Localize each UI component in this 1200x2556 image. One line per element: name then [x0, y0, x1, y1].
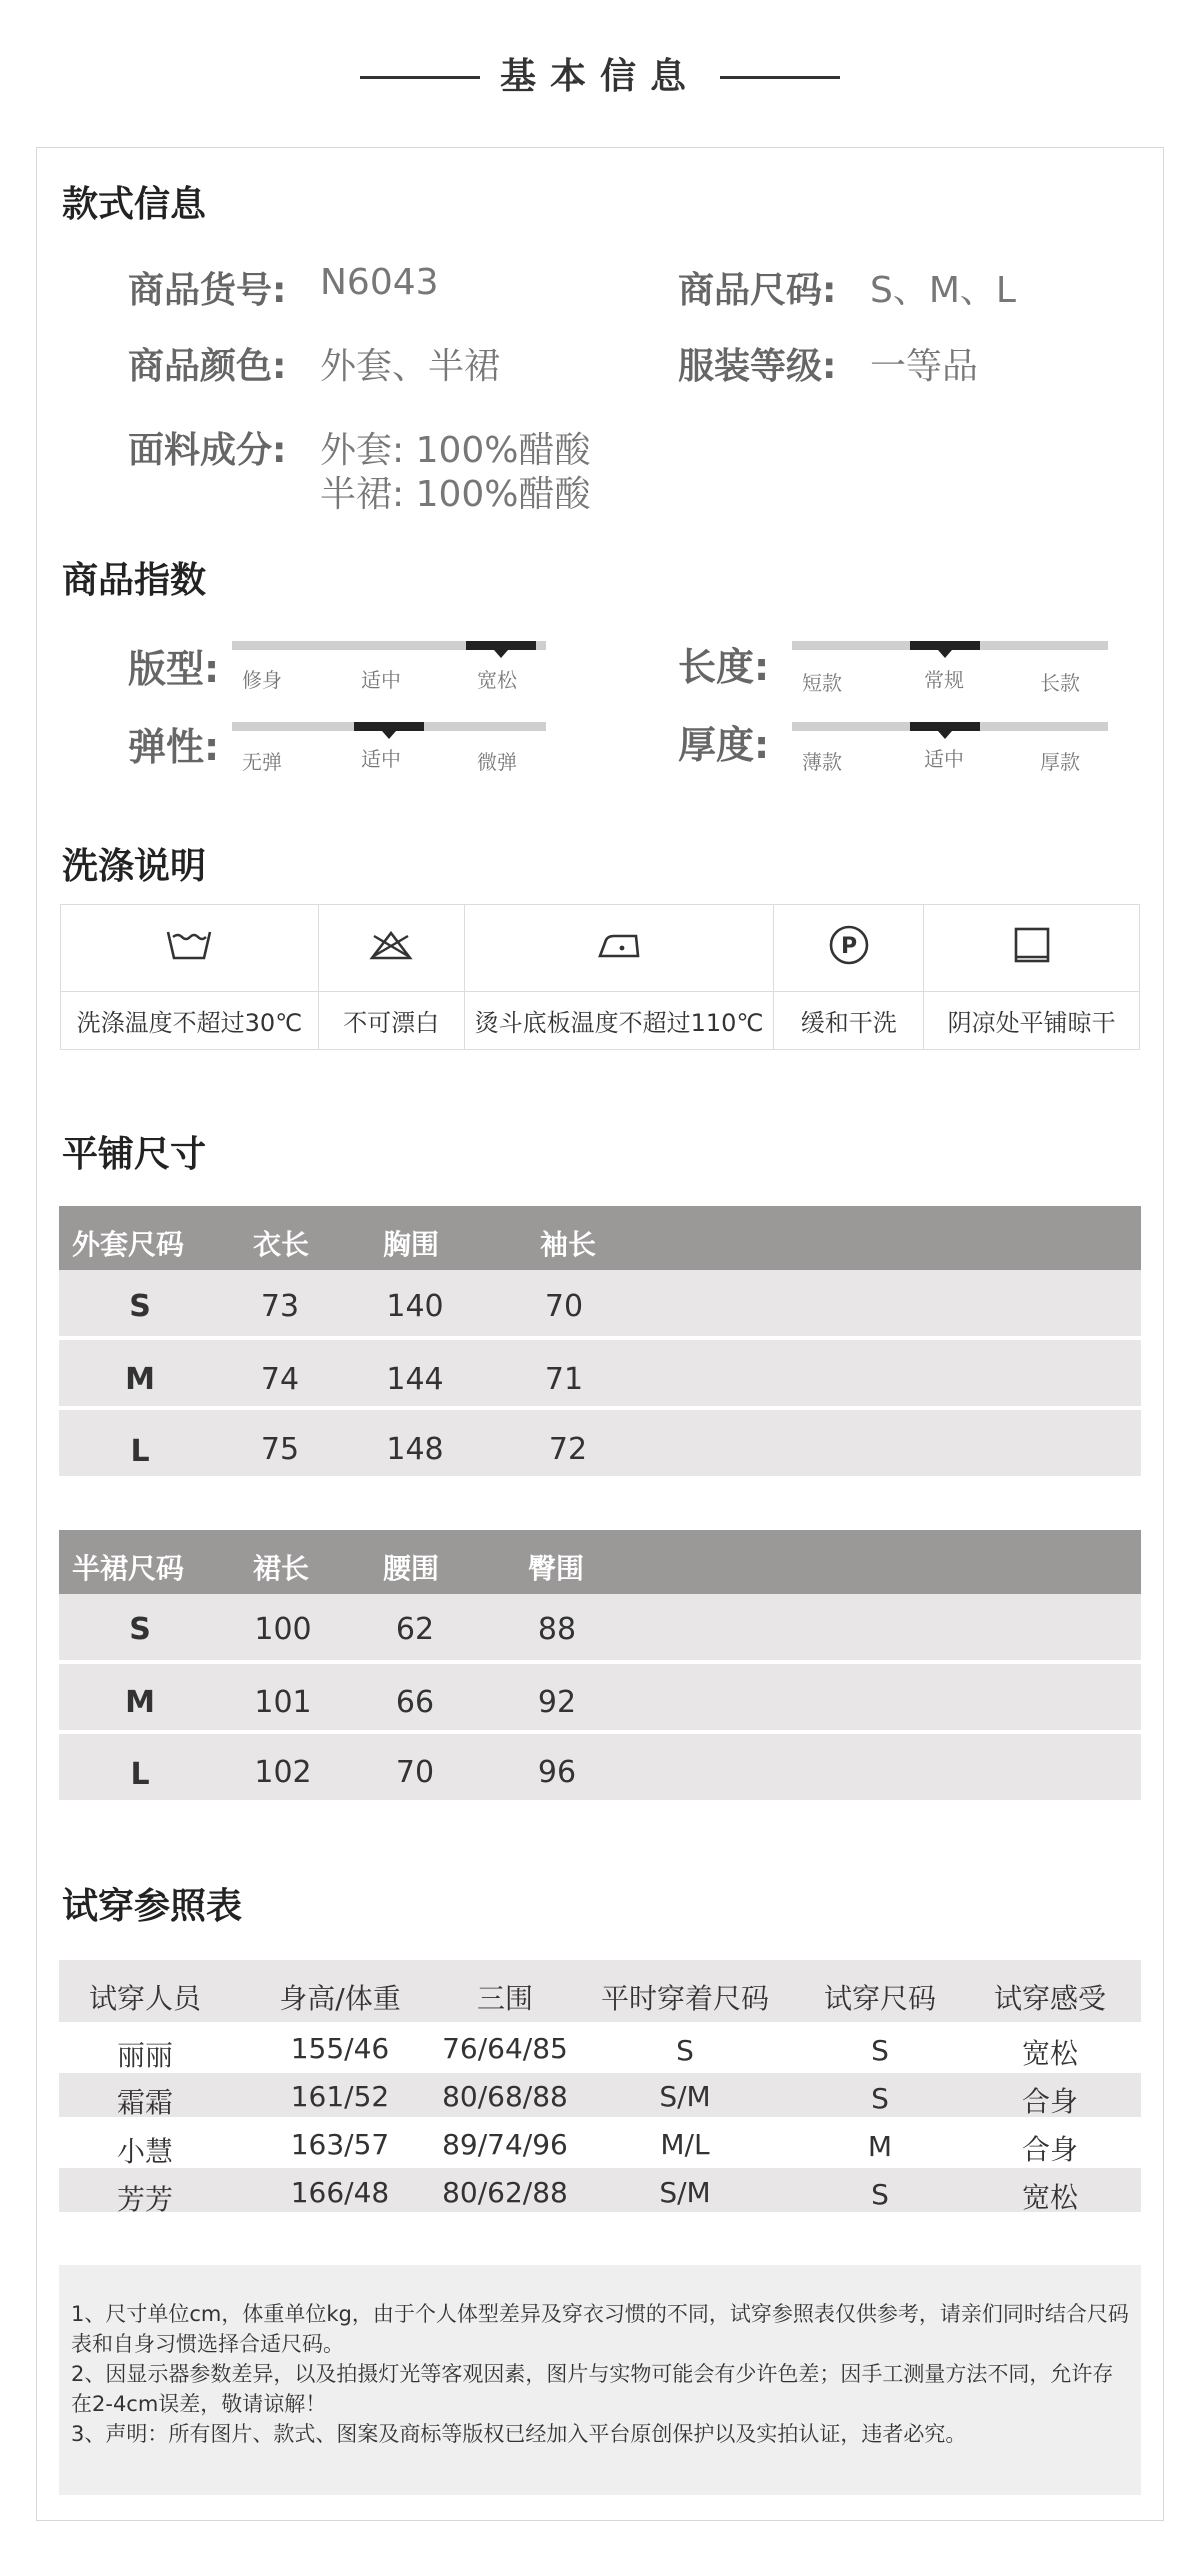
skirt-header-row	[59, 1530, 1141, 1594]
coat-m-chest: 144	[386, 1362, 444, 1397]
no-bleach-icon-cell	[318, 905, 464, 992]
try-row4-person: 芳芳	[116, 2183, 173, 2216]
dry-clean-icon-cell	[774, 905, 924, 992]
coat-m-length: 74	[260, 1362, 300, 1397]
skirt-header-length: 裙长	[253, 1552, 310, 1585]
wash-icon-cell	[61, 905, 319, 992]
try-row4-feeling: 宽松	[1021, 2181, 1078, 2214]
wash-text-iron: 烫斗底板温度不超过110℃	[464, 992, 774, 1050]
coat-size-l: L	[130, 1434, 150, 1469]
coat-m-sleeve: 71	[544, 1362, 584, 1397]
item-no-value: N6043	[320, 262, 439, 303]
color-value: 外套、半裙	[320, 346, 501, 387]
coat-l-chest: 148	[386, 1432, 444, 1467]
fabric-value-coat: 外套: 100%醋酸	[320, 430, 591, 471]
skirt-l-length: 102	[254, 1755, 312, 1790]
item-no-label: 商品货号:	[128, 270, 287, 311]
grade-value: 一等品	[870, 346, 979, 387]
iron-icon-cell	[464, 905, 774, 992]
elasticity-scale	[232, 722, 546, 731]
try-row2-try-size: S	[871, 2082, 889, 2115]
coat-s-length: 73	[260, 1289, 300, 1324]
size-value: S、M、L	[870, 270, 1016, 311]
wash-text-temp: 洗涤温度不超过30℃	[61, 992, 319, 1050]
try-row4-measurements: 80/62/88	[442, 2176, 568, 2209]
table-row	[59, 1270, 1141, 1336]
table-row	[59, 1340, 1141, 1406]
table-row	[59, 1410, 1141, 1476]
try-row4-try-size: S	[871, 2178, 889, 2211]
skirt-header-waist: 腰围	[383, 1552, 440, 1585]
thickness-marker	[910, 722, 980, 731]
page-title: 基本信息	[499, 56, 700, 97]
try-row4-height-weight: 166/48	[290, 2176, 390, 2209]
skirt-m-hip: 92	[537, 1685, 577, 1720]
try-row3-feeling: 合身	[1021, 2133, 1078, 2166]
wash-text-dry-clean: 缓和干洗	[774, 992, 924, 1050]
coat-l-sleeve: 72	[548, 1432, 588, 1467]
skirt-l-hip: 96	[537, 1755, 577, 1790]
length-tick-2: 常规	[924, 668, 964, 692]
wash-text-dry-flat: 阴凉处平铺晾干	[924, 992, 1140, 1050]
table-row	[59, 1734, 1141, 1800]
skirt-header-hip: 臀围	[528, 1552, 585, 1585]
try-row4-usual-size: S/M	[659, 2176, 711, 2209]
length-scale	[792, 641, 1108, 650]
try-row1-usual-size: S	[676, 2034, 694, 2067]
size-label: 商品尺码:	[678, 270, 837, 311]
thickness-scale	[792, 722, 1108, 731]
coat-header-length: 衣长	[253, 1228, 310, 1261]
try-header-usual-size: 平时穿着尺码	[600, 1982, 769, 2015]
coat-size-m: M	[125, 1362, 155, 1397]
thickness-tick-2: 适中	[924, 747, 964, 771]
skirt-size-l: L	[130, 1757, 150, 1792]
try-header-feeling: 试穿感受	[993, 1982, 1106, 2015]
fit-tick-2: 适中	[361, 668, 401, 692]
try-row2-usual-size: S/M	[659, 2080, 711, 2113]
skirt-s-hip: 88	[537, 1612, 577, 1647]
try-row2-height-weight: 161/52	[290, 2080, 390, 2113]
try-header-person: 试穿人员	[88, 1982, 201, 2015]
no-bleach-icon	[368, 928, 414, 962]
try-row2-feeling: 合身	[1021, 2085, 1078, 2118]
section-title-style-info: 款式信息	[62, 184, 207, 225]
length-marker	[910, 641, 980, 650]
fabric-value-skirt: 半裙: 100%醋酸	[320, 474, 591, 515]
wash-tub-icon	[166, 928, 212, 962]
fit-label: 版型:	[128, 647, 220, 691]
elasticity-tick-3: 微弹	[477, 750, 517, 774]
dry-flat-shade-icon	[1012, 925, 1052, 965]
skirt-size-s: S	[129, 1612, 151, 1647]
thickness-label: 厚度:	[678, 723, 770, 767]
table-row	[59, 1594, 1141, 1660]
fabric-label: 面料成分:	[128, 430, 287, 471]
thickness-tick-1: 薄款	[802, 750, 842, 774]
fit-tick-3: 宽松	[477, 668, 517, 692]
svg-text:P: P	[840, 934, 857, 959]
skirt-m-waist: 66	[395, 1685, 435, 1720]
dry-clean-p-icon	[828, 924, 870, 966]
skirt-size-m: M	[125, 1685, 155, 1720]
coat-header-chest: 胸围	[383, 1228, 440, 1261]
color-label: 商品颜色:	[128, 346, 287, 387]
try-row2-person: 霜霜	[116, 2086, 173, 2119]
try-row1-measurements: 76/64/85	[442, 2032, 568, 2065]
try-row1-person: 丽丽	[116, 2039, 173, 2072]
note-line-1: 1、尺寸单位cm，体重单位kg，由于个人体型差异及穿衣习惯的不同，试穿参照表仅供参考，请亲们同时结合尺码表和自身习惯选择合适尺码。	[71, 2302, 1129, 2356]
try-row3-measurements: 89/74/96	[442, 2128, 568, 2161]
fit-tick-1: 修身	[242, 668, 282, 692]
try-row2-measurements: 80/68/88	[442, 2080, 568, 2113]
coat-s-chest: 140	[386, 1289, 444, 1324]
elasticity-tick-2: 适中	[361, 747, 401, 771]
elasticity-tick-1: 无弹	[242, 750, 282, 774]
length-label: 长度:	[678, 645, 770, 689]
skirt-l-waist: 70	[395, 1755, 435, 1790]
section-title-flat-size: 平铺尺寸	[62, 1134, 207, 1175]
wash-table	[60, 904, 1140, 1050]
header-line-right	[720, 76, 840, 79]
coat-s-sleeve: 70	[544, 1289, 584, 1324]
notes-box	[59, 2265, 1141, 2495]
note-line-3: 3、声明：所有图片、款式、图案及商标等版权已经加入平台原创保护以及实拍认证，违者必究。	[71, 2422, 967, 2446]
section-title-index: 商品指数	[62, 560, 207, 601]
fit-marker	[466, 641, 536, 650]
try-row1-try-size: S	[871, 2034, 889, 2067]
coat-header-row	[59, 1206, 1141, 1270]
try-row1-feeling: 宽松	[1021, 2037, 1078, 2070]
section-title-wash: 洗涤说明	[62, 846, 207, 887]
try-row3-person: 小慧	[116, 2135, 173, 2168]
thickness-tick-3: 厚款	[1040, 750, 1080, 774]
try-row3-try-size: M	[867, 2130, 893, 2163]
try-row3-height-weight: 163/57	[290, 2128, 390, 2161]
coat-l-length: 75	[260, 1432, 300, 1467]
grade-label: 服装等级:	[678, 346, 837, 387]
skirt-s-length: 100	[254, 1612, 312, 1647]
skirt-m-length: 101	[254, 1685, 312, 1720]
try-header-measurements: 三围	[476, 1982, 533, 2015]
try-header-try-size: 试穿尺码	[823, 1982, 936, 2015]
fit-scale	[232, 641, 546, 650]
dry-flat-icon-cell	[924, 905, 1140, 992]
coat-header-sleeve: 袖长	[540, 1228, 597, 1261]
skirt-s-waist: 62	[395, 1612, 435, 1647]
coat-header-size: 外套尺码	[72, 1228, 185, 1261]
try-row1-height-weight: 155/46	[290, 2032, 390, 2065]
elasticity-marker	[354, 722, 424, 731]
length-tick-3: 长款	[1040, 671, 1080, 695]
try-row3-usual-size: M/L	[660, 2128, 710, 2161]
elasticity-label: 弹性:	[128, 725, 220, 769]
note-line-2: 2、因显示器参数差异，以及拍摄灯光等客观因素，图片与实物可能会有少许色差；因手工测量方法不同，允许存在2-4cm误差，敬请谅解！	[71, 2362, 1114, 2416]
skirt-header-size: 半裙尺码	[72, 1552, 185, 1585]
length-tick-1: 短款	[802, 671, 842, 695]
coat-size-s: S	[129, 1289, 151, 1324]
wash-text-no-bleach: 不可漂白	[318, 992, 464, 1050]
table-row	[59, 1664, 1141, 1730]
section-title-try-on: 试穿参照表	[62, 1886, 243, 1927]
try-header-height-weight: 身高/体重	[279, 1982, 401, 2015]
iron-icon	[596, 928, 642, 962]
